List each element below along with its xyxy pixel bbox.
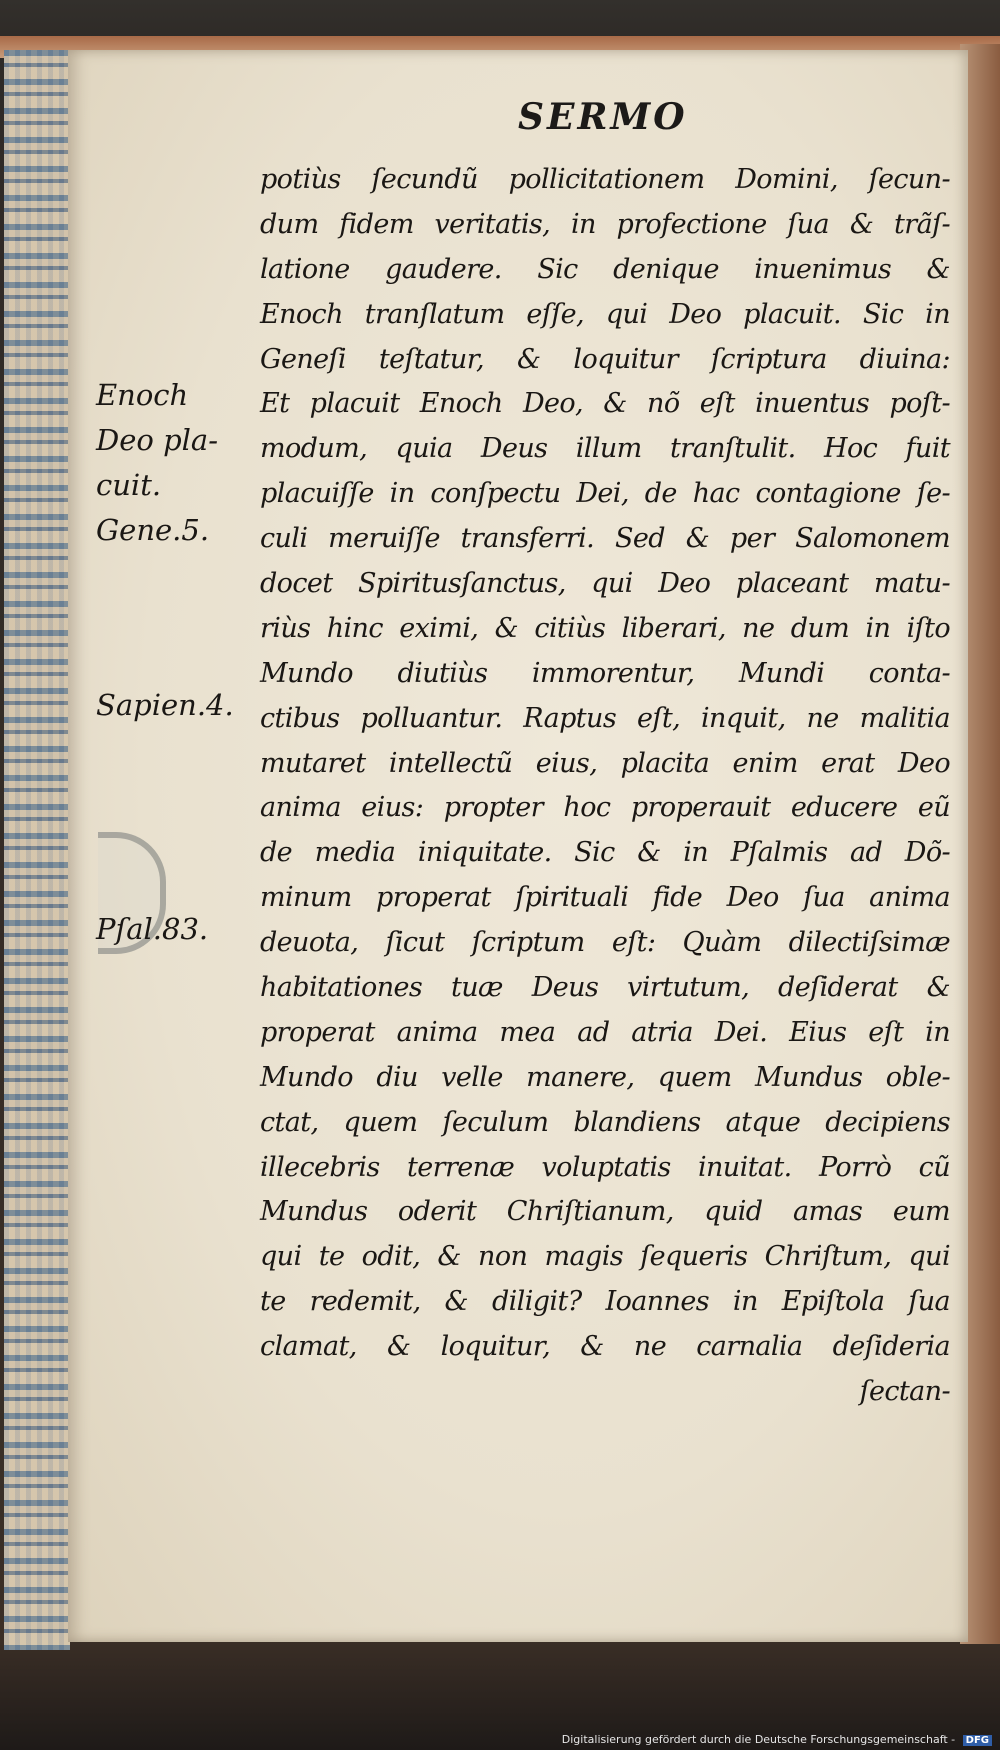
running-head: SERMO bbox=[518, 96, 688, 138]
text-line: Enoch tranſlatum eſſe, qui Deo placuit. Sic in bbox=[260, 298, 950, 330]
body-text bbox=[260, 158, 950, 1415]
text-line: ctibus polluantur. Raptus eſt, inquit, ne malitia bbox=[260, 702, 950, 734]
text-line: minum properat ſpirituali fide Deo ſua anima bbox=[260, 882, 950, 914]
text-line: Mundo diu velle manere, quem Mundus oble- bbox=[260, 1061, 950, 1093]
text-line: clamat, & loquitur, & ne carnalia deſideria bbox=[260, 1331, 950, 1363]
margin-note-sapientia: Sapien.4. bbox=[96, 688, 234, 722]
catchword: ſectan- bbox=[859, 1376, 950, 1408]
text-line: deuota, ſicut ſcriptum eſt: Quàm dilectiſsimæ bbox=[260, 927, 950, 959]
dfg-logo: DFG bbox=[963, 1735, 992, 1746]
text-line: Mundo diutiùs immorentur, Mundi conta- bbox=[260, 657, 950, 689]
text-line: riùs hinc eximi, & citiùs liberari, ne dum in iſto bbox=[260, 612, 950, 644]
page-edges-marbled bbox=[4, 50, 70, 1650]
text-line: Geneſi teſtatur, & loquitur ſcriptura diuina: bbox=[260, 343, 950, 375]
text-line: mutaret intellectũ eius, placita enim erat Deo bbox=[260, 747, 950, 779]
margin-note-deo-pla: Deo pla- bbox=[96, 423, 219, 457]
text-line: modum, quia Deus illum tranſtulit. Hoc fuit bbox=[260, 433, 950, 465]
text-line: docet Spiritusſanctus, qui Deo placeant matu- bbox=[260, 568, 950, 600]
text-line: te redemit, & diligit? Ioannes in Epiſtola ſua bbox=[260, 1286, 950, 1318]
text-line: illecebris terrenæ voluptatis inuitat. Porrò cũ bbox=[260, 1151, 950, 1183]
text-line: dum fidem veritatis, in profectione ſua & trãſ- bbox=[260, 208, 950, 240]
margin-note-cuit: cuit. bbox=[96, 468, 162, 502]
text-line: Et placuit Enoch Deo, & nõ eſt inuentus poſt- bbox=[260, 388, 950, 420]
text-line: culi meruiſſe transferri. Sed & per Salomonem bbox=[260, 523, 950, 555]
text-line: habitationes tuæ Deus virtutum, deſiderat & bbox=[260, 972, 950, 1004]
text-line: qui te odit, & non magis ſequeris Chriſtum, qui bbox=[260, 1241, 950, 1273]
text-line: anima eius: propter hoc properauit educere eũ bbox=[260, 792, 950, 824]
text-line: properat anima mea ad atria Dei. Eius eſt in bbox=[260, 1016, 950, 1048]
digitization-credit bbox=[562, 1733, 992, 1746]
credit-text: Digitalisierung gefördert durch die Deutsche Forschungsgemeinschaft - bbox=[561, 1733, 956, 1746]
margin-note-enoch: Enoch bbox=[96, 378, 189, 412]
text-line: potiùs ſecundũ pollicitationem Domini, ſecun- bbox=[260, 164, 950, 195]
text-line: placuiſſe in conſpectu Dei, de hac contagione ſe- bbox=[260, 478, 950, 510]
text-line: ctat, quem ſeculum blandiens atque decipiens bbox=[260, 1106, 950, 1138]
text-line: Mundus oderit Chriſtianum, quid amas eum bbox=[260, 1196, 950, 1228]
margin-note-psalm: Pſal.83. bbox=[96, 912, 209, 946]
text-line: de media iniquitate. Sic & in Pſalmis ad Dõ- bbox=[260, 837, 950, 869]
text-line: latione gaudere. Sic denique inuenimus & bbox=[260, 253, 950, 285]
margin-note-genesis: Gene.5. bbox=[96, 513, 210, 547]
